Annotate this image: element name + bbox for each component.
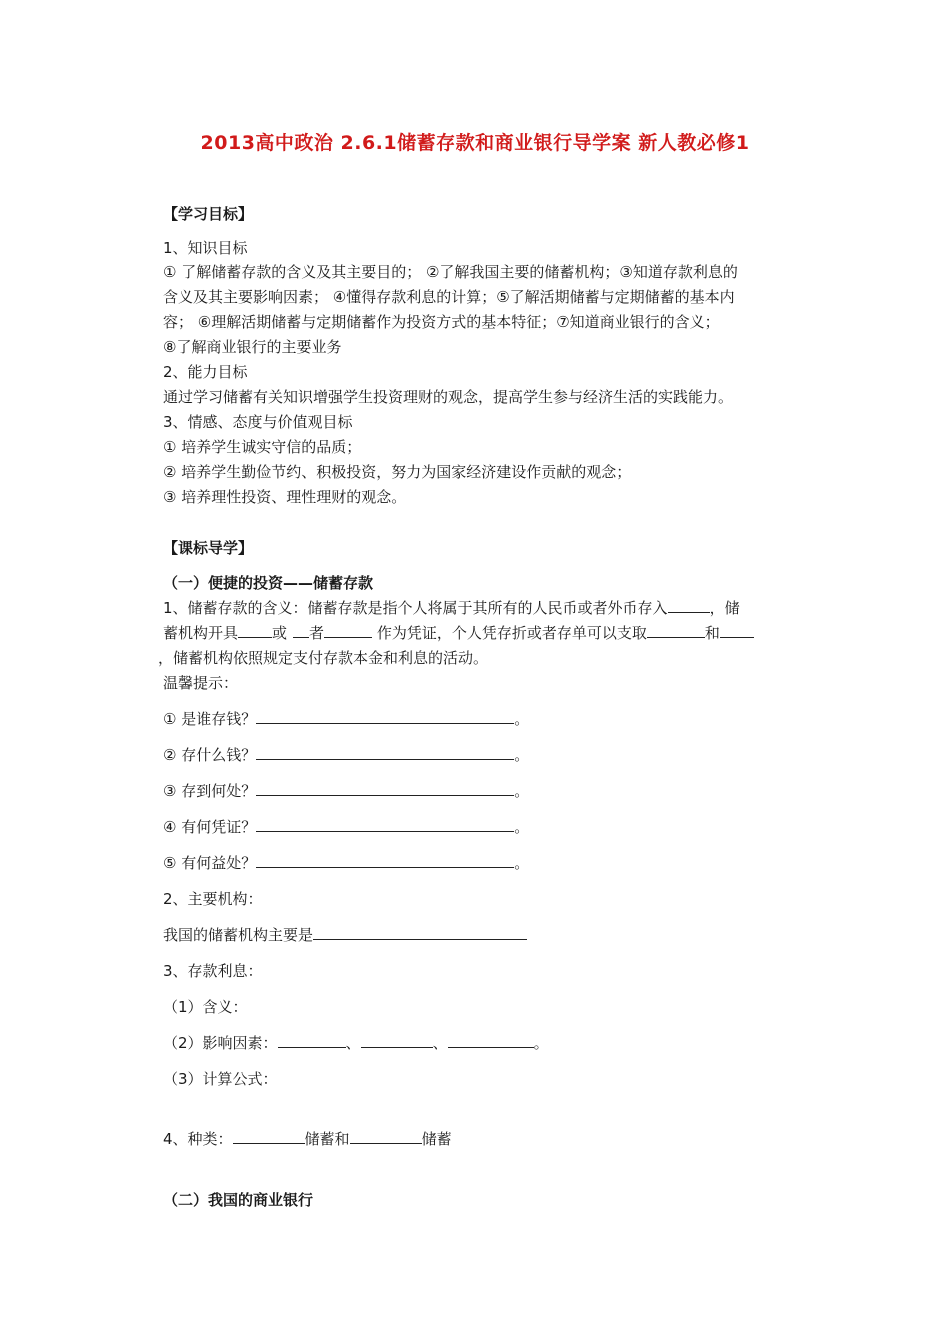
emotion-line: ③ 培养理性投资、理性理财的观念。	[163, 488, 407, 506]
q1-line2: 蓄机构开具 或 者 作为凭证，个人凭存折或者存单可以支取 和	[163, 622, 754, 644]
emotion-line: ① 培养学生诚实守信的品质；	[163, 438, 362, 456]
knowledge-line: 容； ⑥理解活期储蓄与定期储蓄作为投资方式的基本特征；⑦知道商业银行的含义；	[163, 313, 720, 331]
tip-item: ④ 有何凭证？ 。	[163, 818, 530, 836]
knowledge-line: 含义及其主要影响因素； ④懂得存款利息的计算；⑤了解活期储蓄与定期储蓄的基本内	[163, 288, 735, 306]
document-title: 2013高中政治 2.6.1储蓄存款和商业银行导学案 新人教必修1	[200, 132, 750, 154]
ability-label: 2、能力目标	[163, 363, 248, 381]
emotion-label: 3、情感、态度与价值观目标	[163, 413, 353, 431]
q1-line1: 1、储蓄存款的含义：储蓄存款是指个人将属于其所有的人民币或者外币存入 ，储	[163, 599, 740, 617]
section2-title: （二）我国的商业银行	[163, 1191, 314, 1209]
q2-label: 2、主要机构：	[163, 890, 263, 908]
q2-text: 我国的储蓄机构主要是	[163, 924, 527, 946]
knowledge-line: ⑧了解商业银行的主要业务	[163, 338, 342, 356]
ability-text: 通过学习储蓄有关知识增强学生投资理财的观念，提高学生参与经济生活的实践能力。	[163, 388, 734, 406]
q3-meaning: （1）含义：	[163, 998, 248, 1016]
guide-heading: 【课标导学】	[163, 539, 254, 557]
q1-line3: ，储蓄机构依照规定支付存款本金和利息的活动。	[158, 649, 489, 667]
q3-factors: （2）影响因素： 、 、 。	[163, 1034, 549, 1052]
knowledge-line: ① 了解储蓄存款的含义及其主要目的； ②了解我国主要的储蓄机构；③知道存款利息的	[163, 263, 738, 281]
section1-title: （一）便捷的投资——储蓄存款	[163, 574, 374, 592]
objectives-heading: 【学习目标】	[163, 205, 254, 223]
q3-label: 3、存款利息：	[163, 962, 263, 980]
tip-item: ① 是谁存钱？ 。	[163, 710, 530, 728]
q4-types: 4、种类： 储蓄和 储蓄	[163, 1130, 452, 1148]
emotion-line: ② 培养学生勤俭节约、积极投资，努力为国家经济建设作贡献的观念；	[163, 463, 632, 481]
q3-formula: （3）计算公式：	[163, 1070, 278, 1088]
tip-item: ③ 存到何处？ 。	[163, 782, 530, 800]
tip-label: 温馨提示：	[163, 674, 239, 692]
tip-item: ⑤ 有何益处？ 。	[163, 854, 530, 872]
knowledge-label: 1、知识目标	[163, 239, 248, 257]
tip-item: ② 存什么钱？ 。	[163, 746, 530, 764]
